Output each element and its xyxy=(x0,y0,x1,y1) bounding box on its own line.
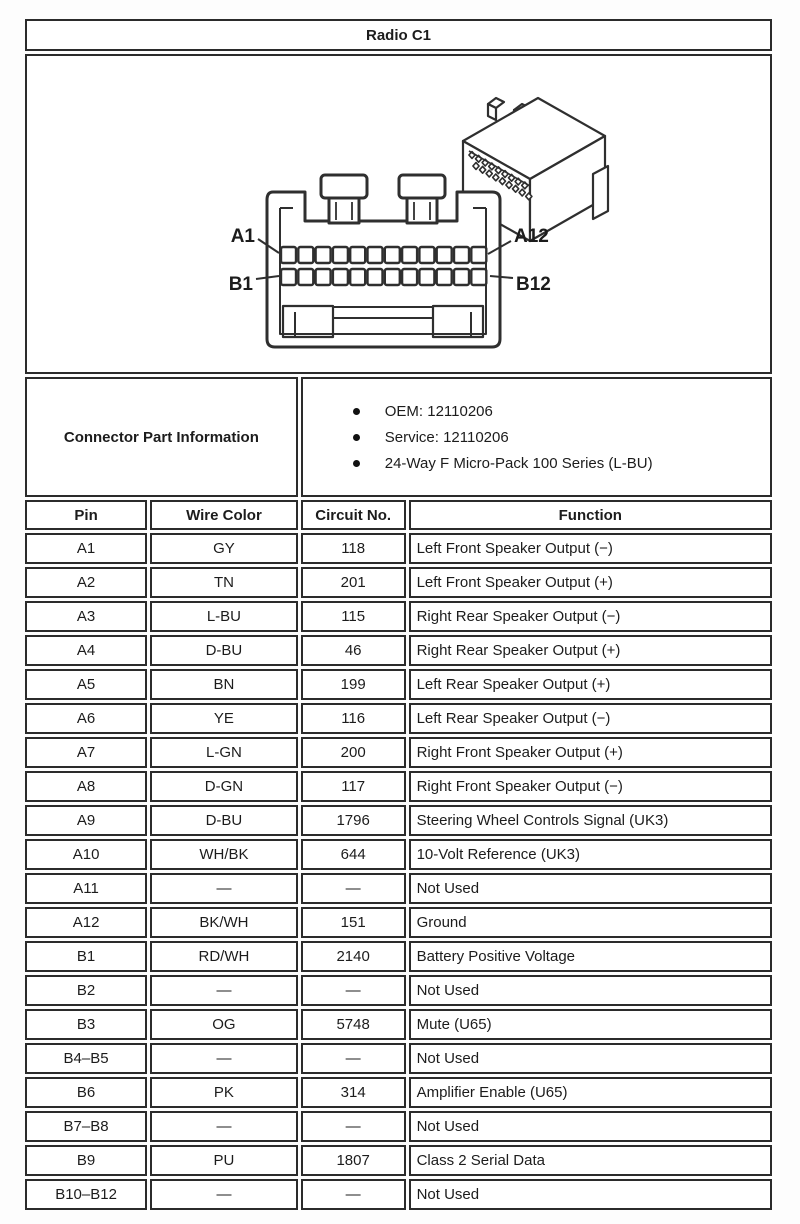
latch-right xyxy=(399,175,445,223)
header-pin: Pin xyxy=(25,500,147,530)
table-row xyxy=(25,567,772,598)
circuit-no-cell: 644 xyxy=(301,839,406,870)
pin-slot xyxy=(333,247,348,263)
connector-diagram xyxy=(33,56,764,368)
pin-cell: A11 xyxy=(25,873,147,904)
connector-diagram-cell xyxy=(25,54,772,374)
table-row xyxy=(25,635,772,666)
pin-cell: A5 xyxy=(25,669,147,700)
pin-slot xyxy=(437,269,452,285)
function-cell: Steering Wheel Controls Signal (UK3) xyxy=(409,805,772,836)
bullet-icon xyxy=(353,460,360,467)
wire-color-cell: PK xyxy=(150,1077,298,1108)
pin-cell: B6 xyxy=(25,1077,147,1108)
table-row xyxy=(25,1009,772,1040)
pin-cell: B9 xyxy=(25,1145,147,1176)
table-row xyxy=(25,1111,772,1142)
pin-slot xyxy=(368,247,383,263)
circuit-no-cell: — xyxy=(301,1111,406,1142)
function-cell: Right Rear Speaker Output (−) xyxy=(409,601,772,632)
circuit-no-cell: 1796 xyxy=(301,805,406,836)
pin-slot xyxy=(419,269,434,285)
pin-cell: A4 xyxy=(25,635,147,666)
table-row xyxy=(25,839,772,870)
pin-slot xyxy=(316,247,331,263)
table-row xyxy=(25,669,772,700)
function-cell: Left Rear Speaker Output (+) xyxy=(409,669,772,700)
table-row xyxy=(25,975,772,1006)
table-row xyxy=(25,771,772,802)
function-cell: Left Front Speaker Output (+) xyxy=(409,567,772,598)
bullet-icon xyxy=(353,408,360,415)
table-row xyxy=(25,1077,772,1108)
pin-slot xyxy=(333,269,348,285)
wire-color-cell: BK/WH xyxy=(150,907,298,938)
wire-color-cell: YE xyxy=(150,703,298,734)
circuit-no-cell: 115 xyxy=(301,601,406,632)
circuit-no-cell: 116 xyxy=(301,703,406,734)
circuit-no-cell: — xyxy=(301,873,406,904)
pin-cell: A7 xyxy=(25,737,147,768)
pin-a1-label: A1 xyxy=(230,226,255,247)
function-cell: Not Used xyxy=(409,873,772,904)
pin-slot xyxy=(298,269,313,285)
function-cell: Right Front Speaker Output (+) xyxy=(409,737,772,768)
table-row xyxy=(25,805,772,836)
circuit-no-cell: 5748 xyxy=(301,1009,406,1040)
connector-bullets xyxy=(309,403,764,472)
circuit-no-cell: 199 xyxy=(301,669,406,700)
document xyxy=(22,16,775,1213)
table-row xyxy=(25,703,772,734)
function-cell: Amplifier Enable (U65) xyxy=(409,1077,772,1108)
page-title: Radio C1 xyxy=(25,19,772,51)
pin-cell: B2 xyxy=(25,975,147,1006)
connector-part-info-values xyxy=(301,377,772,497)
bullet-icon xyxy=(353,434,360,441)
wire-color-cell: — xyxy=(150,975,298,1006)
wire-color-cell: BN xyxy=(150,669,298,700)
wire-color-cell: TN xyxy=(150,567,298,598)
pin-cell: A10 xyxy=(25,839,147,870)
circuit-no-cell: 200 xyxy=(301,737,406,768)
table-row xyxy=(25,533,772,564)
function-cell: Not Used xyxy=(409,975,772,1006)
wire-color-cell: GY xyxy=(150,533,298,564)
function-cell: Mute (U65) xyxy=(409,1009,772,1040)
wire-color-cell: — xyxy=(150,1111,298,1142)
circuit-no-cell: 2140 xyxy=(301,941,406,972)
pin-cell: A6 xyxy=(25,703,147,734)
wire-color-cell: L-GN xyxy=(150,737,298,768)
pin-cell: A3 xyxy=(25,601,147,632)
pin-slot xyxy=(350,247,365,263)
connector-info-bullet: 24-Way F Micro-Pack 100 Series (L-BU) xyxy=(353,455,764,472)
pin-cell: A2 xyxy=(25,567,147,598)
pin-slot xyxy=(385,269,400,285)
pin-slot xyxy=(419,247,434,263)
table-row xyxy=(25,737,772,768)
circuit-no-cell: 314 xyxy=(301,1077,406,1108)
function-cell: Ground xyxy=(409,907,772,938)
connector-front-view xyxy=(267,175,500,347)
circuit-no-cell: 201 xyxy=(301,567,406,598)
function-cell: Battery Positive Voltage xyxy=(409,941,772,972)
pin-slot xyxy=(281,247,296,263)
wire-color-cell: WH/BK xyxy=(150,839,298,870)
table-row xyxy=(25,1043,772,1074)
pin-cell: A12 xyxy=(25,907,147,938)
pin-cell: B1 xyxy=(25,941,147,972)
circuit-no-cell: 46 xyxy=(301,635,406,666)
connector-info-bullet: OEM: 12110206 xyxy=(353,403,764,420)
radio-c1-pinout-table xyxy=(22,16,775,1213)
connector-part-info-label: Connector Part Information xyxy=(25,377,298,497)
table-row xyxy=(25,1179,772,1210)
header-wire-color: Wire Color xyxy=(150,500,298,530)
table-header-row xyxy=(25,500,772,530)
table-row xyxy=(25,907,772,938)
pin-slot xyxy=(471,247,486,263)
pin-cell: B4–B5 xyxy=(25,1043,147,1074)
circuit-no-cell: 1807 xyxy=(301,1145,406,1176)
pin-cell: A9 xyxy=(25,805,147,836)
table-row xyxy=(25,941,772,972)
pin-b12-label: B12 xyxy=(516,274,551,295)
pin-slot xyxy=(471,269,486,285)
wire-color-cell: PU xyxy=(150,1145,298,1176)
pin-slot xyxy=(437,247,452,263)
pin-slot xyxy=(316,269,331,285)
pin-slot xyxy=(385,247,400,263)
wire-color-cell: — xyxy=(150,873,298,904)
wire-color-cell: — xyxy=(150,1043,298,1074)
circuit-no-cell: 118 xyxy=(301,533,406,564)
pin-slot xyxy=(454,269,469,285)
pin-slot xyxy=(402,247,417,263)
function-cell: Not Used xyxy=(409,1111,772,1142)
circuit-no-cell: 117 xyxy=(301,771,406,802)
wire-color-cell: — xyxy=(150,1179,298,1210)
function-cell: Right Rear Speaker Output (+) xyxy=(409,635,772,666)
pin-cell: B3 xyxy=(25,1009,147,1040)
circuit-no-cell: 151 xyxy=(301,907,406,938)
wire-color-cell: RD/WH xyxy=(150,941,298,972)
circuit-no-cell: — xyxy=(301,1043,406,1074)
pin-slot xyxy=(298,247,313,263)
pin-cell: A1 xyxy=(25,533,147,564)
wire-color-cell: D-BU xyxy=(150,805,298,836)
table-row xyxy=(25,1145,772,1176)
pin-slot xyxy=(454,247,469,263)
pin-a12-label: A12 xyxy=(514,226,549,247)
function-cell: Class 2 Serial Data xyxy=(409,1145,772,1176)
function-cell: Right Front Speaker Output (−) xyxy=(409,771,772,802)
latch-left xyxy=(321,175,367,223)
pin-slot xyxy=(368,269,383,285)
header-function: Function xyxy=(409,500,772,530)
pin-cell: B7–B8 xyxy=(25,1111,147,1142)
wire-color-cell: L-BU xyxy=(150,601,298,632)
pin-cell: B10–B12 xyxy=(25,1179,147,1210)
pin-slot xyxy=(281,269,296,285)
circuit-no-cell: — xyxy=(301,1179,406,1210)
function-cell: Left Rear Speaker Output (−) xyxy=(409,703,772,734)
wire-color-cell: D-BU xyxy=(150,635,298,666)
wire-color-cell: D-GN xyxy=(150,771,298,802)
table-row xyxy=(25,873,772,904)
pin-cell: A8 xyxy=(25,771,147,802)
pin-b1-label: B1 xyxy=(228,274,253,295)
pin-slot xyxy=(350,269,365,285)
function-cell: Not Used xyxy=(409,1043,772,1074)
circuit-no-cell: — xyxy=(301,975,406,1006)
function-cell: Left Front Speaker Output (−) xyxy=(409,533,772,564)
wire-color-cell: OG xyxy=(150,1009,298,1040)
connector-info-bullet: Service: 12110206 xyxy=(353,429,764,446)
header-circuit-no: Circuit No. xyxy=(301,500,406,530)
pin-slot xyxy=(402,269,417,285)
table-row xyxy=(25,601,772,632)
function-cell: Not Used xyxy=(409,1179,772,1210)
function-cell: 10-Volt Reference (UK3) xyxy=(409,839,772,870)
